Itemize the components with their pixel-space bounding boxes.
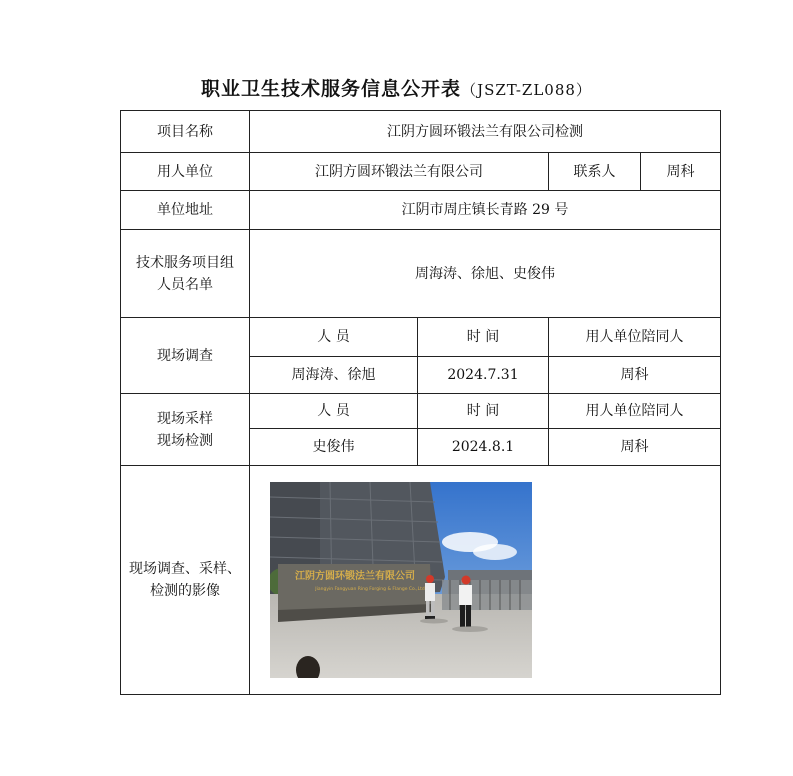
images-label-line1: 现场调查、采样、 xyxy=(129,561,241,577)
title-code: （JSZT-ZL088） xyxy=(461,81,592,99)
disclosure-table xyxy=(120,110,721,695)
survey-escort: 周科 xyxy=(549,357,721,394)
photo-gate xyxy=(442,580,532,610)
sampling-label xyxy=(121,394,250,466)
sampling-header-people: 人 员 xyxy=(250,394,418,429)
row-team xyxy=(121,230,721,318)
contact-label: 联系人 xyxy=(549,153,641,191)
photo-sign-text: 江阴方圆环锻法兰有限公司 xyxy=(295,571,415,582)
row-survey-header xyxy=(121,318,721,357)
sampling-label-line2: 现场检测 xyxy=(157,432,213,449)
row-project xyxy=(121,111,721,153)
sampling-people: 史俊伟 xyxy=(250,429,418,466)
row-images xyxy=(121,466,721,695)
address-value: 江阴市周庄镇长青路 29 号 xyxy=(250,191,721,230)
survey-time: 2024.7.31 xyxy=(418,357,549,394)
survey-header-time: 时 间 xyxy=(418,318,549,357)
team-label-line2: 人员名单 xyxy=(157,276,213,293)
contact-value: 周科 xyxy=(641,153,721,191)
employer-label: 用人单位 xyxy=(121,153,250,191)
survey-header-escort: 用人单位陪同人 xyxy=(549,318,721,357)
team-label xyxy=(121,230,250,318)
project-label: 项目名称 xyxy=(121,111,250,153)
sampling-label-line1: 现场采样 xyxy=(157,410,213,427)
team-value: 周海涛、徐旭、史俊伟 xyxy=(250,230,721,318)
project-value: 江阴方圆环锻法兰有限公司检测 xyxy=(250,111,721,153)
team-label-line1: 技术服务项目组 xyxy=(136,254,234,271)
address-label: 单位地址 xyxy=(121,191,250,230)
page-title xyxy=(0,74,793,101)
images-cell xyxy=(250,466,721,695)
employer-value: 江阴方圆环锻法兰有限公司 xyxy=(250,153,549,191)
photo-cloud xyxy=(473,544,517,560)
sampling-escort: 周科 xyxy=(549,429,721,466)
survey-label: 现场调查 xyxy=(121,318,250,394)
sampling-header-escort: 用人单位陪同人 xyxy=(549,394,721,429)
sampling-header-time: 时 间 xyxy=(418,394,549,429)
title-main: 职业卫生技术服务信息公开表 xyxy=(201,78,462,100)
photo-shadow xyxy=(452,626,488,632)
survey-people: 周海涛、徐旭 xyxy=(250,357,418,394)
photo-shadow xyxy=(420,619,448,624)
survey-header-people: 人 员 xyxy=(250,318,418,357)
row-sampling-header xyxy=(121,394,721,429)
row-address xyxy=(121,191,721,230)
images-label xyxy=(121,466,250,695)
sampling-time: 2024.8.1 xyxy=(418,429,549,466)
site-photo xyxy=(270,482,532,678)
row-employer xyxy=(121,153,721,191)
images-label-line2: 检测的影像 xyxy=(150,583,220,599)
photo-sign-en: Jiangyin Fangyuan Ring Forging & Flange Co.,Ltd xyxy=(315,587,425,592)
